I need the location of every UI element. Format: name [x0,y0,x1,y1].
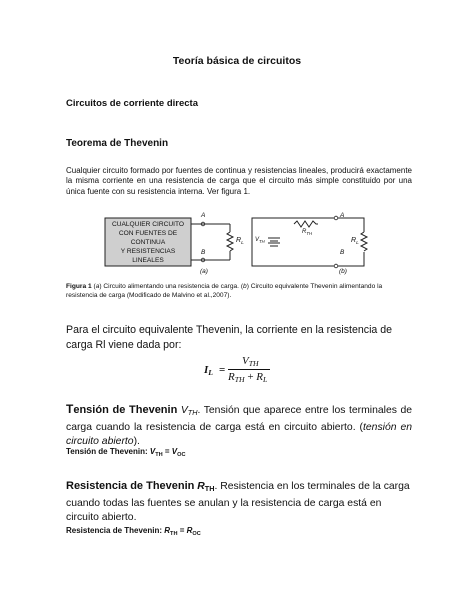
resistance-equation-line [66,526,201,537]
tension-heading [66,404,177,416]
tension-text: . Tensión que aparece entre los terminales de carga cuando la resistencia de carga está en circuito abierto. ( [66,405,413,433]
resistance-line-lhs-sub: TH [170,531,178,537]
box-line: CONTINUA [130,239,166,246]
resistance-symbol-sub: TH [204,484,215,493]
formula-num-sub: TH [248,359,259,368]
section-heading-dc: Circuitos de corriente directa [66,98,198,109]
node-b-label: B [201,249,206,256]
figure-sublabel-a: (a) [200,268,208,275]
box-line: Y RESISTENCIAS [120,248,176,255]
formula-plus: + [247,371,254,383]
caption-text: ) Circuito equivalente Thevenin alimentando la resistencia de carga (Modificado de Malvino et al.,2007). [66,283,383,300]
resistance-line-eq: = [177,526,187,535]
resistance-symbol: R [197,481,205,492]
rth-label-sub: TH [306,231,312,236]
formula-lhs-text: I [204,364,209,376]
vth-label-text: V [255,237,260,243]
formula-numerator [242,355,259,368]
formula-lhs-sub: L [208,368,213,377]
section-heading-thevenin: Teorema de Thevenin [66,138,169,149]
tension-symbol [181,405,198,416]
resistance-line-lhs: R [164,526,171,535]
circuit-box-text [105,220,191,265]
resistance-line-label: Resistencia de Thevenin: [66,526,165,535]
node-a-label: A [201,212,206,219]
formula-lhs [204,364,213,377]
caption-text: ) Circuito alimentando una resistencia de carga. ( [99,283,244,290]
resistance-heading: Resistencia de Thevenin [66,480,195,492]
node-b-label-b: B [340,249,345,256]
caption-label: Figura 1 [66,283,92,290]
figure-1 [100,212,372,278]
resistance-definition [66,479,412,526]
formula-den-sub: L [263,375,268,384]
tension-heading-rest: ensión de Thevenin [73,404,178,416]
load-label-b [351,237,359,246]
page-title: Teoría básica de circuitos [172,55,302,67]
tension-line-eq: = [162,447,172,456]
resistance-line-rhs-sub: OC [192,531,201,537]
formula-den-sub: TH [234,375,245,384]
box-line: LINEALES [132,257,164,264]
tension-line-rhs-sub: OC [177,452,186,458]
tension-line-lhs-sub: TH [155,452,163,458]
load-label-text: R [351,237,357,244]
node-a-label-b: A [340,212,345,219]
box-line: CON FUENTES DE [118,230,178,237]
tension-symbol-text: V [180,405,188,416]
formula-denominator [228,371,267,384]
vth-label [255,237,265,244]
tension-heading-initial: T [66,402,74,416]
formula-den-text: R [256,371,264,383]
caption-italic: b [243,283,247,290]
formula-num-text: V [242,355,249,367]
load-resistor-a [227,232,233,251]
box-line: CUALQUIER CIRCUITO [111,221,185,228]
load-label-sub: L [356,241,359,246]
resistance-text: . Resistencia en los terminales de la carga cuando todas las fuentes se anulan y la resistencia de carga está en circuito abierto. [66,481,410,523]
intro-paragraph: Cualquier circuito formado por fuentes de continua y resistencias lineales, producirá exactamente la misma corriente en una resistencia de carga que el circuito más simple constituido por una única fuente con su resistencia interna. Ver figura 1. [66,166,412,196]
tension-line-rhs: V [171,447,178,456]
formula-den-text: R [228,371,235,383]
load-label-sub: L [241,241,244,246]
formula-equals: = [219,364,226,376]
tension-definition [66,402,412,450]
caption-italic: a [95,283,100,290]
fraction-bar [228,369,270,370]
figure-sublabel-b: (b) [339,268,347,275]
tension-equation-line [66,447,186,458]
resistance-line-rhs: R [186,526,193,535]
vth-label-sub: TH [259,239,265,244]
rth-label [302,229,312,236]
tension-italic: tensión en circuito abierto [66,421,413,447]
caption-text: ( [91,283,96,290]
load-label-text: R [236,237,242,244]
tension-line-lhs: V [149,447,156,456]
tension-symbol-sub: TH [187,408,198,417]
load-label-a [236,237,244,246]
tension-line-label: Tensión de Thevenin: [66,447,150,456]
figure-caption [66,282,412,301]
rth-label-text: R [302,229,307,235]
tension-end: ). [133,436,140,447]
current-formula [200,355,290,387]
equivalent-paragraph: Para el circuito equivalente Thevenin, la corriente en la resistencia de carga Rl viene dada por: [66,324,393,351]
